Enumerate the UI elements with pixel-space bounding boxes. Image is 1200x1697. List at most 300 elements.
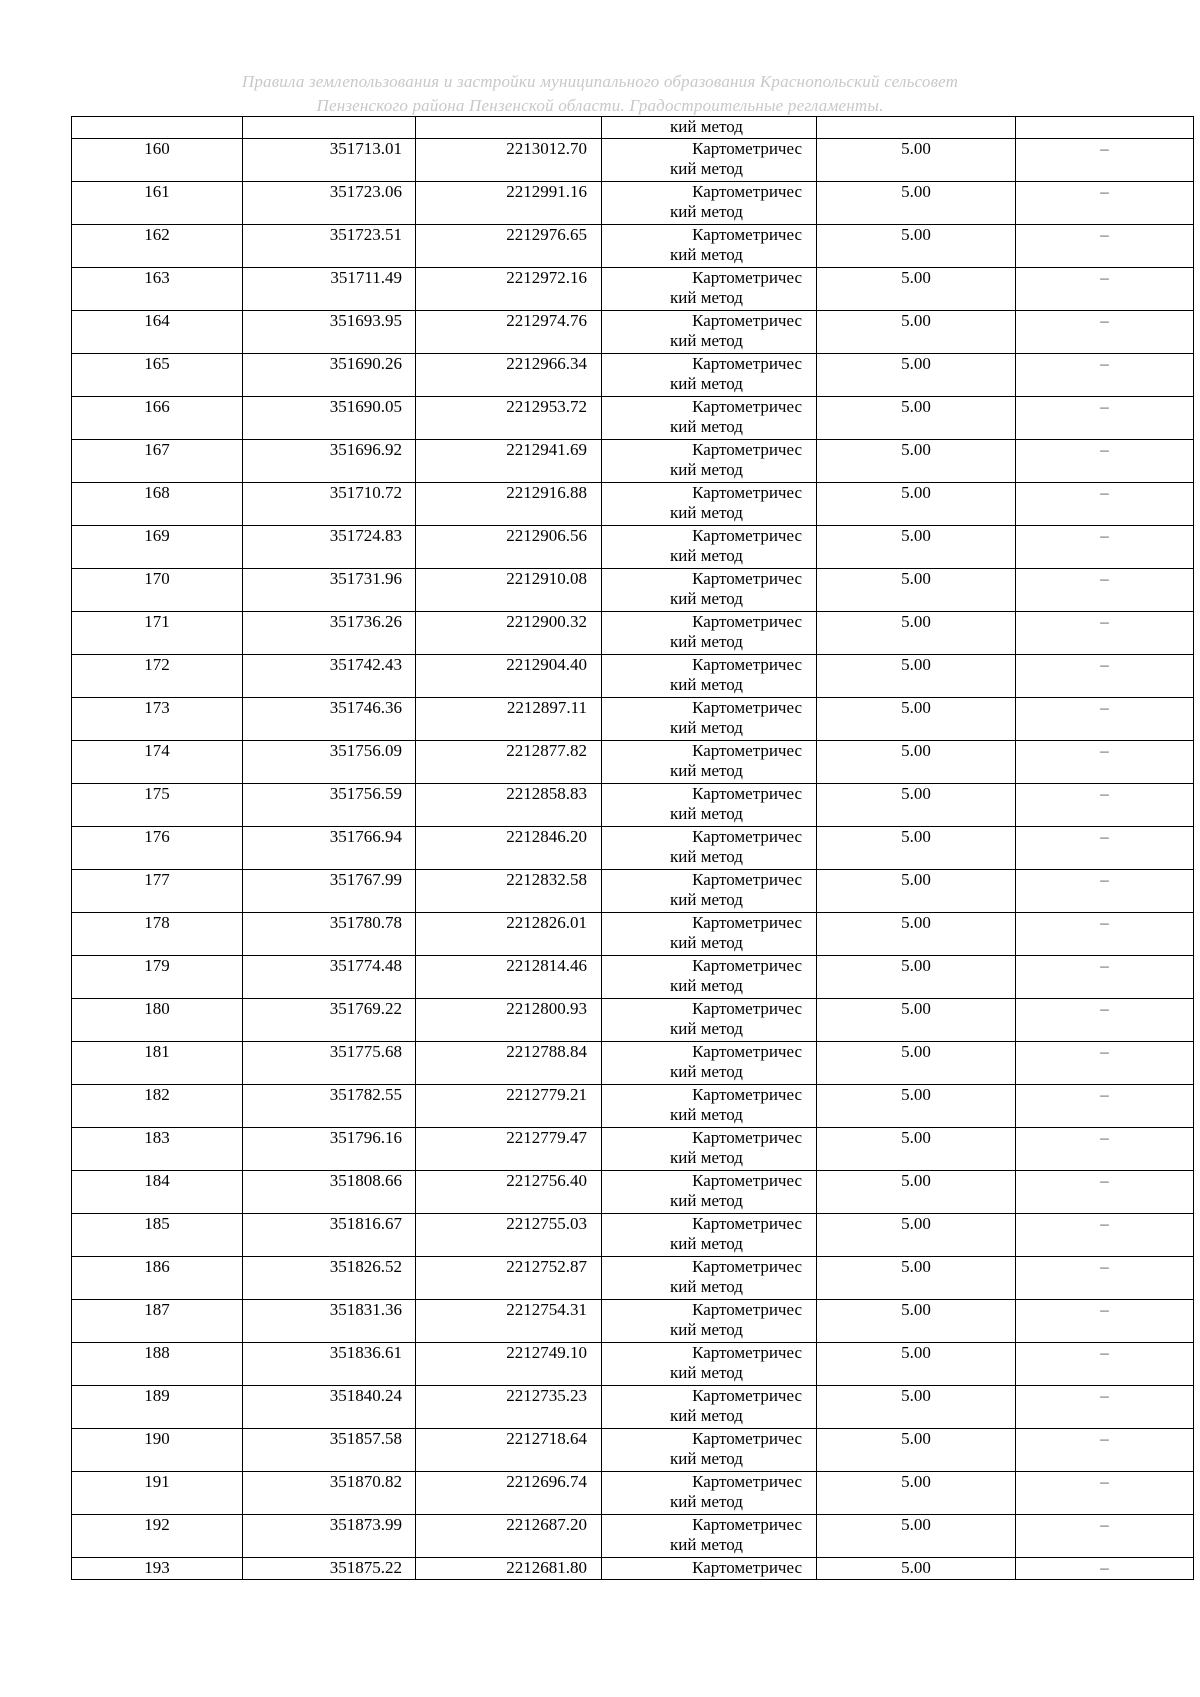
cell-x [243,483,416,526]
x-value: 351875.22 [329,1558,402,1577]
method-tail: кий метод [670,460,743,479]
x-value: 351696.92 [329,440,402,459]
cell-num: 187 [72,1300,243,1343]
cell-y [416,483,602,526]
cell-x [243,1042,416,1085]
method-head: Картометричес [692,870,802,889]
cell-y [416,311,602,354]
cell-x [243,1300,416,1343]
cell-num: 190 [72,1429,243,1472]
table-row [72,1128,1194,1171]
y-value: 2212991.16 [506,182,587,201]
cell-accuracy: 5.00 [817,225,1016,268]
method-tail: кий метод [670,890,743,909]
cell-x [243,139,416,182]
cell-accuracy: 5.00 [817,569,1016,612]
y-value: 2212877.82 [506,741,587,760]
cell-note: – [1016,1042,1194,1085]
cell-note: – [1016,397,1194,440]
cell-y [416,569,602,612]
cell-note: – [1016,655,1194,698]
method-tail: кий метод [670,1062,743,1081]
cell-accuracy: 5.00 [817,526,1016,569]
method-tail: кий метод [670,933,743,952]
cell-accuracy: 5.00 [817,1472,1016,1515]
cell-method [602,612,817,655]
cell-num: 161 [72,182,243,225]
cell-num: 175 [72,784,243,827]
table-row [72,225,1194,268]
y-value: 2212906.56 [506,526,587,545]
cell-method [602,827,817,870]
y-value: 2212972.16 [506,268,587,287]
cell-note: – [1016,956,1194,999]
cell-y [416,1171,602,1214]
cell-num: 191 [72,1472,243,1515]
y-value: 2212858.83 [506,784,587,803]
cell-y [416,1343,602,1386]
method-tail: кий метод [670,804,743,823]
cell-y [416,1558,602,1580]
x-value: 351775.68 [329,1042,402,1061]
x-value: 351774.48 [329,956,402,975]
cell-y [416,784,602,827]
cell-x [243,1558,416,1580]
cell-note: – [1016,268,1194,311]
table-row [72,1515,1194,1558]
x-value: 351724.83 [329,526,402,545]
y-value: 2212832.58 [506,870,587,889]
table-row [72,1257,1194,1300]
cell-y [416,1472,602,1515]
cell-accuracy: 5.00 [817,870,1016,913]
cell-method [602,1214,817,1257]
cell-y [416,1300,602,1343]
y-value: 2212826.01 [506,913,587,932]
method-head: Картометричес [692,483,802,502]
method-head: Картометричес [692,354,802,373]
x-value: 351690.26 [329,354,402,373]
cell-accuracy: 5.00 [817,1171,1016,1214]
header-line-1: Правила землепользования и застройки муниципального образования Краснопольский сельсовет [241,72,959,91]
cell-x [243,698,416,741]
header-line-2: Пензенского района Пензенской области. Градостроительные регламенты. [316,96,884,115]
cell-x [243,268,416,311]
method-tail: кий метод [670,847,743,866]
cell-num: 186 [72,1257,243,1300]
x-value: 351831.36 [329,1300,402,1319]
y-value: 2212696.74 [506,1472,587,1491]
cell-num: 192 [72,1515,243,1558]
y-value: 2212752.87 [506,1257,587,1276]
cell-x [243,1429,416,1472]
cell-num: 182 [72,1085,243,1128]
y-value: 2212900.32 [506,612,587,631]
cell-x [243,1214,416,1257]
cell-x [243,784,416,827]
cell-num: 170 [72,569,243,612]
method-head: Картометричес [692,569,802,588]
table-row [72,1343,1194,1386]
cell-num: 178 [72,913,243,956]
cell-method [602,956,817,999]
cell-method [602,1257,817,1300]
table-row [72,182,1194,225]
cell-method [602,569,817,612]
method-tail: кий метод [670,202,743,221]
cell-num: 176 [72,827,243,870]
cell-y [416,526,602,569]
cell-accuracy: 5.00 [817,1085,1016,1128]
cell-accuracy: 5.00 [817,354,1016,397]
cell-note: – [1016,1171,1194,1214]
method-head: Картометричес [692,1128,802,1147]
x-value: 351873.99 [329,1515,402,1534]
method-head: Картометричес [692,1171,802,1190]
cell-accuracy: 5.00 [817,1042,1016,1085]
x-value: 351723.06 [329,182,402,201]
method-tail: кий метод [670,589,743,608]
cell-accuracy: 5.00 [817,655,1016,698]
y-value: 2212755.03 [506,1214,587,1233]
method-head: Картометричес [692,1214,802,1233]
cell-y [416,1429,602,1472]
cell-method [602,999,817,1042]
cell-method [602,483,817,526]
cell-note: – [1016,1558,1194,1580]
cell-y [416,741,602,784]
method-head: Картометричес [692,1042,802,1061]
method-tail: кий метод [670,1492,743,1511]
method-tail: кий метод [670,1535,743,1554]
cell-note: – [1016,182,1194,225]
cell-y [416,612,602,655]
table-row [72,1085,1194,1128]
method-head: Картометричес [692,268,802,287]
table-row [72,1300,1194,1343]
cell-accuracy: 5.00 [817,483,1016,526]
y-value: 2212846.20 [506,827,587,846]
cell-num: 183 [72,1128,243,1171]
cell-note: – [1016,784,1194,827]
method-tail: кий метод [670,159,743,178]
cell-y [416,182,602,225]
cell-y [416,1085,602,1128]
x-value: 351870.82 [329,1472,402,1491]
method-head: Картометричес [692,526,802,545]
table-row [72,1171,1194,1214]
method-head: Картометричес [692,655,802,674]
cell-y [416,870,602,913]
coordinates-table-body [72,117,1194,1580]
cell-y [416,117,602,139]
method-head: Картометричес [692,741,802,760]
cell-num: 184 [72,1171,243,1214]
method-tail: кий метод [670,976,743,995]
method-head: Картометричес [692,139,802,158]
cell-note: – [1016,1472,1194,1515]
cell-accuracy: 5.00 [817,1386,1016,1429]
cell-x [243,569,416,612]
method-tail: кий метод [670,288,743,307]
cell-num: 162 [72,225,243,268]
y-value: 2212916.88 [506,483,587,502]
cell-note: – [1016,1128,1194,1171]
cell-x [243,1085,416,1128]
cell-method [602,440,817,483]
cell-note: – [1016,1429,1194,1472]
x-value: 351857.58 [329,1429,402,1448]
cell-note: – [1016,569,1194,612]
x-value: 351836.61 [329,1343,402,1362]
cell-accuracy: 5.00 [817,440,1016,483]
table-row [72,139,1194,182]
cell-y [416,1214,602,1257]
cell-num: 169 [72,526,243,569]
method-tail: кий метод [670,1277,743,1296]
table-row [72,1429,1194,1472]
method-head: Картометричес [692,827,802,846]
table-row [72,440,1194,483]
cell-method [602,1300,817,1343]
cell-method [602,741,817,784]
y-value: 2212953.72 [506,397,587,416]
method-tail: кий метод [670,1406,743,1425]
cell-y [416,139,602,182]
cell-num: 166 [72,397,243,440]
cell-x [243,999,416,1042]
table-row [72,870,1194,913]
method-tail: кий метод [670,1449,743,1468]
cell-method [602,225,817,268]
x-value: 351766.94 [329,827,402,846]
cell-num: 177 [72,870,243,913]
cell-y [416,698,602,741]
y-value: 2212897.11 [506,698,587,717]
method-head: Картометричес [692,1472,802,1491]
cell-num: 189 [72,1386,243,1429]
cell-method [602,655,817,698]
method-tail: кий метод [670,1234,743,1253]
table-row [72,397,1194,440]
table-row [72,698,1194,741]
method-head: Картометричес [692,1386,802,1405]
method-tail: кий метод [670,675,743,694]
table-row [72,569,1194,612]
cell-accuracy: 5.00 [817,182,1016,225]
x-value: 351782.55 [329,1085,402,1104]
cell-x [243,741,416,784]
cell-note: – [1016,1257,1194,1300]
cell-note: – [1016,225,1194,268]
cell-accuracy: 5.00 [817,139,1016,182]
method-head: Картометричес [692,1343,802,1362]
cell-method [602,354,817,397]
x-value: 351736.26 [329,612,402,631]
method-tail: кий метод [670,761,743,780]
cell-method [602,1343,817,1386]
table-row [72,526,1194,569]
cell-num: 165 [72,354,243,397]
cell-method [602,1171,817,1214]
cell-note [1016,117,1194,139]
cell-note: – [1016,913,1194,956]
cell-x [243,1343,416,1386]
cell-num: 180 [72,999,243,1042]
method-head: Картометричес [692,182,802,201]
cell-x [243,1128,416,1171]
cell-num: 193 [72,1558,243,1580]
cell-method [602,1085,817,1128]
cell-accuracy: 5.00 [817,1343,1016,1386]
method-tail: кий метод [670,417,743,436]
cell-note: – [1016,1085,1194,1128]
cell-note: – [1016,483,1194,526]
cell-num: 173 [72,698,243,741]
cell-y [416,440,602,483]
cell-x [243,1386,416,1429]
cell-x [243,1171,416,1214]
cell-accuracy: 5.00 [817,827,1016,870]
cell-y [416,268,602,311]
method-head: Картометричес [692,1257,802,1276]
cell-method [602,1429,817,1472]
cell-accuracy: 5.00 [817,1214,1016,1257]
cell-method [602,526,817,569]
method-head: Картометричес [692,440,802,459]
x-value: 351796.16 [329,1128,402,1147]
y-value: 2212788.84 [506,1042,587,1061]
table-row [72,1214,1194,1257]
cell-x [243,870,416,913]
cell-x [243,354,416,397]
method-head: Картометричес [692,1558,802,1577]
table-row [72,268,1194,311]
cell-y [416,1515,602,1558]
cell-note: – [1016,1386,1194,1429]
cell-accuracy: 5.00 [817,956,1016,999]
y-value: 2212966.34 [506,354,587,373]
x-value: 351711.49 [330,268,402,287]
cell-method [602,268,817,311]
cell-accuracy: 5.00 [817,784,1016,827]
cell-x [243,440,416,483]
y-value: 2212754.31 [506,1300,587,1319]
x-value: 351742.43 [329,655,402,674]
y-value: 2212976.65 [506,225,587,244]
method-tail: кий метод [670,632,743,651]
x-value: 351808.66 [329,1171,402,1190]
y-value: 2212779.47 [506,1128,587,1147]
x-value: 351756.59 [329,784,402,803]
method-tail: кий метод [670,546,743,565]
cell-note: – [1016,139,1194,182]
cell-accuracy: 5.00 [817,311,1016,354]
y-value: 2212904.40 [506,655,587,674]
method-tail: кий метод [670,503,743,522]
cell-x [243,612,416,655]
cell-method [602,1515,817,1558]
y-value: 2212974.76 [506,311,587,330]
cell-x [243,311,416,354]
cell-num: 160 [72,139,243,182]
cell-method [602,1128,817,1171]
y-value: 2212756.40 [506,1171,587,1190]
method-tail: кий метод [670,1191,743,1210]
method-head: Картометричес [692,913,802,932]
cell-y [416,1042,602,1085]
cell-accuracy: 5.00 [817,612,1016,655]
y-value: 2212681.80 [506,1558,587,1577]
cell-accuracy [817,117,1016,139]
cell-num: 164 [72,311,243,354]
method-tail: кий метод [670,331,743,350]
cell-note: – [1016,1214,1194,1257]
cell-y [416,354,602,397]
cell-y [416,827,602,870]
cell-accuracy: 5.00 [817,397,1016,440]
method-tail: кий метод [670,1148,743,1167]
cell-x [243,913,416,956]
method-tail: кий метод [670,117,743,136]
table-row [72,354,1194,397]
table-row [72,483,1194,526]
cell-note: – [1016,999,1194,1042]
y-value: 2212941.69 [506,440,587,459]
cell-x [243,827,416,870]
cell-num: 174 [72,741,243,784]
cell-x [243,225,416,268]
cell-num: 168 [72,483,243,526]
cell-x [243,526,416,569]
cell-num: 181 [72,1042,243,1085]
cell-note: – [1016,440,1194,483]
table-row [72,1042,1194,1085]
table-row [72,913,1194,956]
cell-y [416,913,602,956]
table-row [72,741,1194,784]
cell-accuracy: 5.00 [817,741,1016,784]
cell-y [416,655,602,698]
cell-method [602,784,817,827]
method-head: Картометричес [692,784,802,803]
cell-accuracy: 5.00 [817,1128,1016,1171]
method-head: Картометричес [692,1429,802,1448]
cell-note: – [1016,827,1194,870]
y-value: 2212800.93 [506,999,587,1018]
x-value: 351756.09 [329,741,402,760]
table-row [72,956,1194,999]
cell-num: 185 [72,1214,243,1257]
method-tail: кий метод [670,374,743,393]
y-value: 2212687.20 [506,1515,587,1534]
cell-note: – [1016,311,1194,354]
method-head: Картометричес [692,397,802,416]
x-value: 351731.96 [329,569,402,588]
x-value: 351826.52 [329,1257,402,1276]
cell-num: 167 [72,440,243,483]
cell-note: – [1016,741,1194,784]
cell-method [602,311,817,354]
cell-x [243,397,416,440]
cell-method [602,117,817,139]
cell-accuracy: 5.00 [817,913,1016,956]
cell-accuracy: 5.00 [817,698,1016,741]
method-tail: кий метод [670,1105,743,1124]
cell-accuracy: 5.00 [817,1300,1016,1343]
cell-y [416,999,602,1042]
method-head: Картометричес [692,956,802,975]
